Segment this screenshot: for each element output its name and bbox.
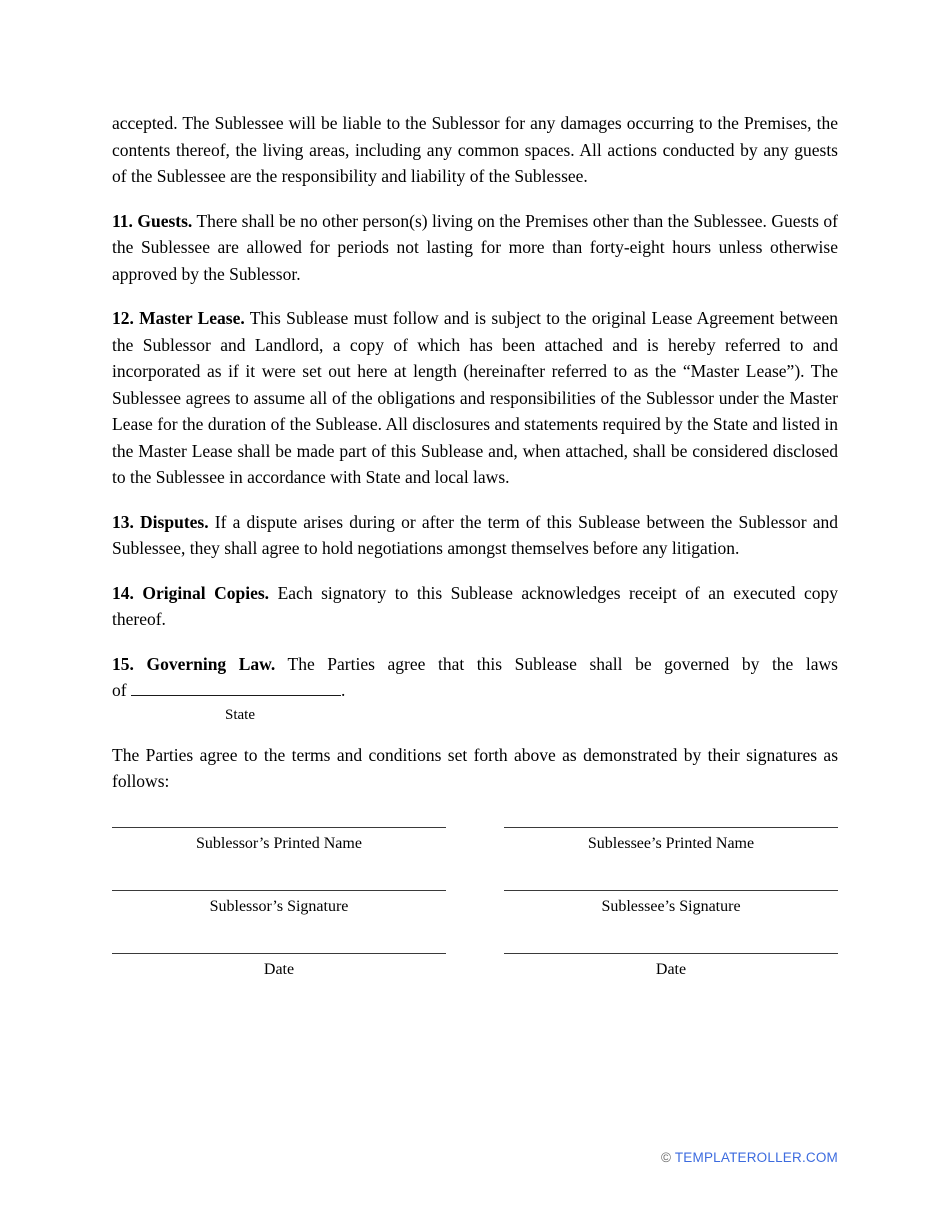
section-11-text: There shall be no other person(s) living on the Premises other than the Sublessee. Guests of the Sublessee are allowed for periods not lasting for more than forty-eight hours unless otherwise approved by the Sublessor. — [112, 210, 838, 284]
sublessor-date-label: Date — [263, 960, 295, 978]
section-15-text: The Parties agree that this Sublease shall be governed by the laws — [287, 653, 838, 674]
closing-paragraph — [112, 742, 838, 795]
state-blank-label: State — [225, 706, 255, 723]
section-15-line1 — [112, 651, 838, 678]
sublessor-printed-name-field — [112, 827, 446, 856]
section-15-line2-suffix: . — [340, 680, 346, 700]
section-12-master-lease — [112, 305, 838, 491]
continuation-paragraph-text: accepted. The Sublessee will be liable to the Sublessor for any damages occurring to the Premises, the contents thereof, the living areas, including any common spaces. All actions conducted by any guests of the Sublessee are the responsibility and liability of the Sublessee. — [112, 113, 838, 186]
section-12-text: This Sublease must follow and is subject to the original Lease Agreement between the Sublessor and Landlord, a copy of which has been attached and is hereby referred to and incorporated as if it were set out here at length (hereinafter referred to as the “Master Lease”). The Sublessee agrees to assume all of the obligations and responsibilities of the Sublessor under the Master Lease for the duration of the Sublease. All disclosures and statements required by the State and listed in the Master Lease shall be made part of this Sublease and, when attached, shall be considered disclosed to the Sublessee in accordance with State and local laws. — [112, 308, 838, 487]
sublessor-printed-name-label: Sublessor’s Printed Name — [196, 834, 362, 852]
sublessor-signature-field — [112, 890, 446, 919]
state-blank-line — [131, 678, 341, 697]
sublessee-signature-label: Sublessee’s Signature — [601, 897, 741, 915]
sublessee-date-label: Date — [655, 960, 687, 978]
section-12-heading: 12. Master Lease. — [112, 308, 245, 328]
section-15-heading: 15. Governing Law. — [112, 653, 276, 674]
sublessee-printed-name-field — [504, 827, 838, 856]
sublessee-date-field — [504, 953, 838, 982]
sublessor-signature-label: Sublessor’s Signature — [209, 897, 349, 915]
section-13-heading: 13. Disputes. — [112, 511, 209, 532]
templateroller-link[interactable]: TEMPLATEROLLER.COM — [674, 1150, 838, 1165]
section-11-heading: 11. Guests. — [112, 210, 193, 231]
section-14-text: Each signatory to this Sublease acknowledges receipt of an executed copy thereof. — [112, 582, 839, 629]
section-13-text: If a dispute arises during or after the term of this Sublease between the Sublessor and Sublessee, they shall agree to hold negotiations amongst themselves before any litigation. — [112, 511, 838, 558]
signature-block — [112, 827, 838, 982]
section-14-original-copies — [112, 580, 838, 633]
section-13-disputes — [112, 509, 838, 562]
copyright-icon: © — [660, 1150, 672, 1165]
sublessee-signature-field — [504, 890, 838, 919]
section-15-governing-law — [112, 651, 838, 724]
section-11-guests — [112, 208, 838, 288]
section-14-heading: 14. Original Copies. — [112, 582, 270, 603]
footer — [661, 1150, 838, 1165]
section-15-line2-prefix: of — [112, 680, 127, 700]
continuation-paragraph — [112, 110, 838, 190]
sublessor-date-field — [112, 953, 446, 982]
sublessee-printed-name-label: Sublessee’s Printed Name — [587, 834, 755, 852]
closing-paragraph-text: The Parties agree to the terms and conditions set forth above as demonstrated by their signatures as follows: — [112, 744, 838, 791]
